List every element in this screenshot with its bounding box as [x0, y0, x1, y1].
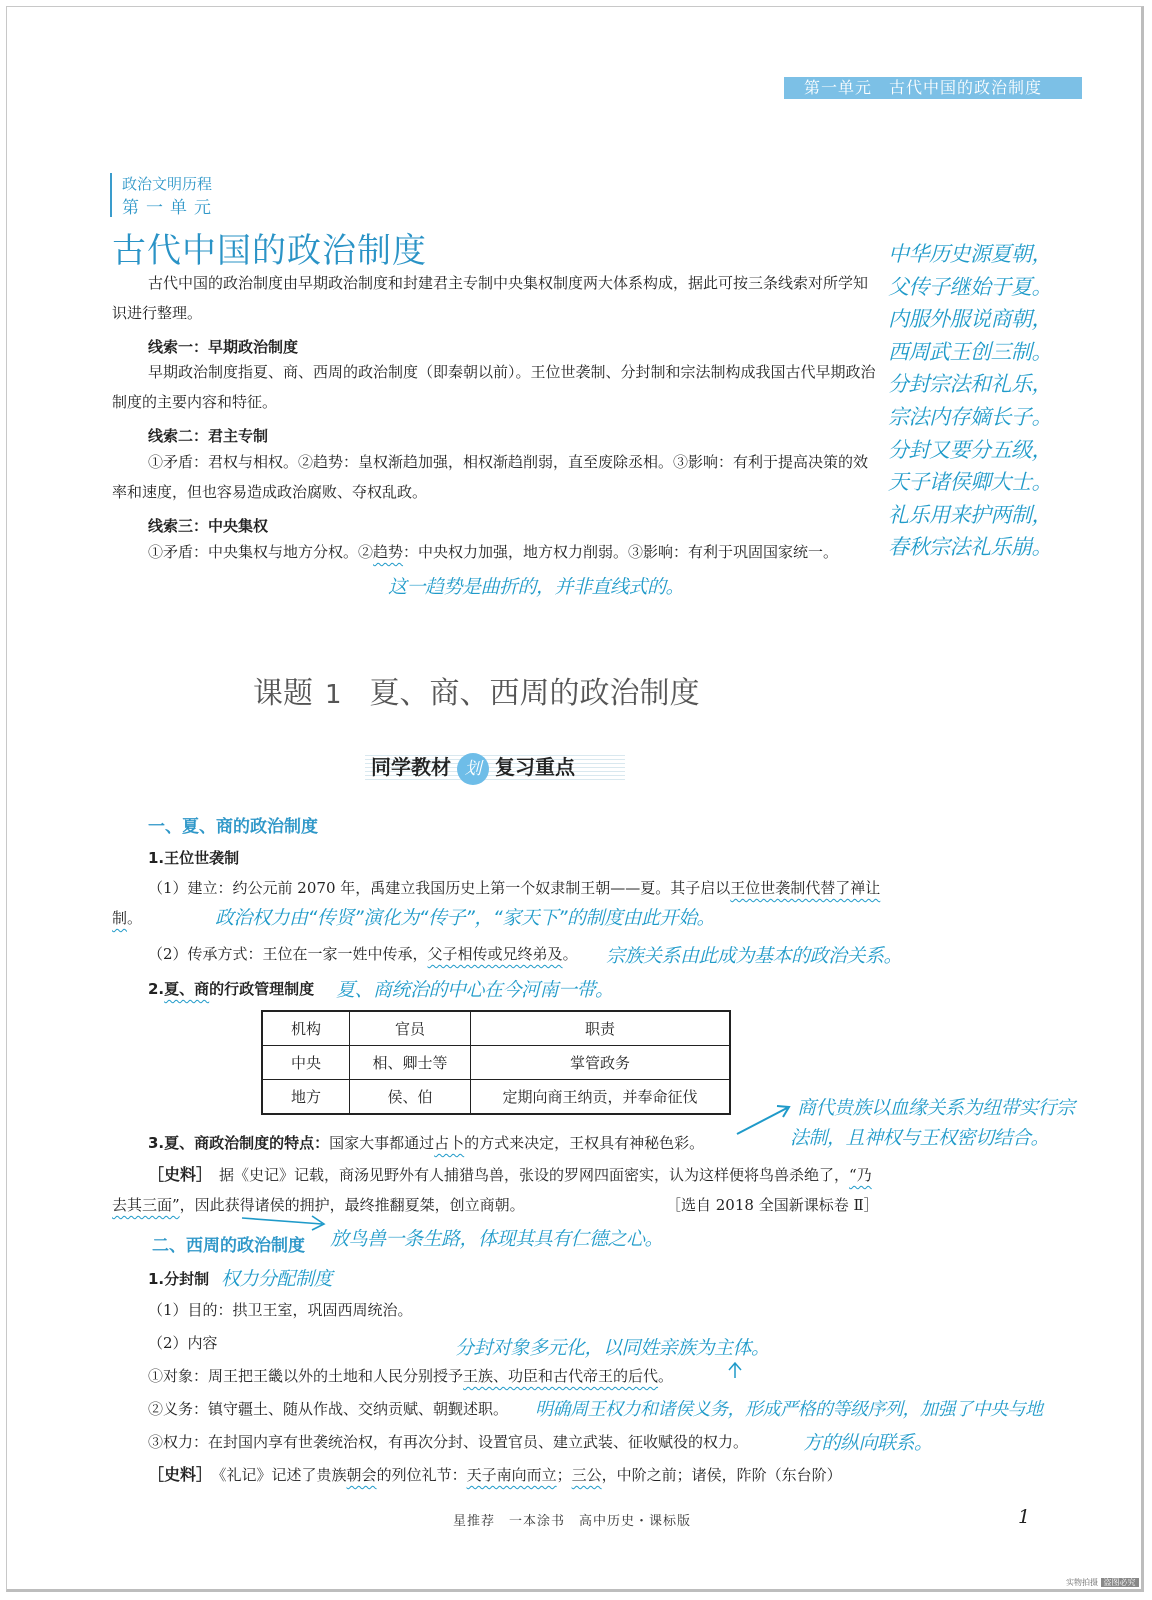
source2-text-b: 的列位礼节： — [376, 1466, 467, 1484]
source2-highlight-2: 天子南向而立 — [466, 1466, 557, 1484]
poem-line: 春秋宗法礼乐崩。 — [888, 535, 1052, 560]
table-cell: 地方 — [262, 1080, 350, 1115]
clue2-title: 线索二：君主专制 — [148, 427, 269, 445]
handwritten-arrow-icon — [240, 1212, 330, 1232]
poem-line: 西周武王创三制。 — [888, 339, 1052, 364]
poem-line: 分封又要分五级， — [888, 437, 1052, 462]
page-title: 古代中国的政治制度 — [112, 231, 427, 271]
admin-table — [261, 1010, 731, 1115]
item1-title: 1.王位世袭制 — [148, 849, 240, 867]
source2-text-c: ； — [556, 1466, 572, 1484]
source2-highlight-3: 三公 — [571, 1466, 602, 1484]
handwritten-note-trend: 这一趋势是曲折的，并非直线式的。 — [388, 576, 685, 598]
table-cell: 掌管政务 — [471, 1046, 731, 1080]
source1-label: ［史料］ — [148, 1165, 205, 1184]
handwritten-note-shang-1: 商代贵族以血缘关系为纽带实行宗 — [797, 1097, 1075, 1119]
handwritten-margin-poem — [888, 238, 1052, 564]
item1-p1-b: 。 — [127, 909, 143, 927]
table-header: 官员 — [350, 1011, 471, 1046]
handwritten-caret-icon — [725, 1360, 745, 1380]
handwritten-arrow-icon — [735, 1098, 795, 1138]
source2-label: ［史料］ — [148, 1465, 205, 1484]
item2-title-a: 2. — [148, 980, 165, 998]
intro-paragraph: 古代中国的政治制度由早期政治制度和封建君主专制中央集权制度两大体系构成，据此可按三条线索对所学知识进行整理。 — [112, 274, 869, 322]
table-row — [262, 1080, 730, 1115]
poem-line: 中华历史源夏朝， — [888, 242, 1052, 266]
lesson-name: 夏、商、西周的政治制度 — [369, 676, 700, 711]
handwritten-note-mercy: 放鸟兽一条生路，体现其具有仁德之心。 — [330, 1228, 664, 1250]
s2-obj-highlight: 王族、功臣和古代帝王的后代 — [463, 1367, 659, 1385]
handwritten-note-power: 政治权力由“传贤”演化为“传子”，“家天下”的制度由此开始。 — [215, 907, 716, 929]
source2-highlight-1: 朝会 — [346, 1466, 377, 1484]
section1-heading: 一、夏、商的政治制度 — [148, 817, 318, 837]
table-header: 机构 — [262, 1011, 350, 1046]
table-header: 职责 — [471, 1011, 731, 1046]
source1-ref: ［选自 2018 全国新课标卷 Ⅱ］ — [666, 1196, 879, 1214]
poem-line: 礼乐用来护两制， — [888, 502, 1052, 527]
s2-objects — [148, 1361, 673, 1391]
highlight-badge-icon: 划 — [457, 753, 489, 785]
source1-text-b: ，因此获得诸侯的拥护，最终推翻夏桀，创立商朝。 — [179, 1196, 525, 1214]
unit-banner: 第一单元 古代中国的政治制度 — [784, 77, 1082, 99]
table-cell: 定期向商王纳贡，并奉命征伐 — [471, 1080, 731, 1115]
lesson-prefix: 课题 — [253, 676, 313, 711]
item2-title-highlight: 夏、商 — [164, 980, 210, 998]
handwritten-note-duty-1: 明确周王权力和诸侯义务，形成严格的等级序列，加强了中央与地 — [535, 1399, 1043, 1420]
poem-line: 内服外服说商朝， — [888, 307, 1052, 332]
unit-label: 第一单元 — [122, 198, 218, 218]
s2-purpose: （1）目的：拱卫王室，巩固西周统治。 — [148, 1301, 413, 1319]
item1-succession — [148, 939, 578, 969]
poem-line: 父传子继始于夏。 — [888, 274, 1052, 299]
source1-text-a: 据《史记》记载，商汤见野外有人捕猎鸟兽，张设的罗网四面密实，认为这样便将鸟兽杀绝了， — [219, 1166, 850, 1184]
table-cell: 侯、伯 — [350, 1080, 471, 1115]
source2 — [148, 1460, 842, 1490]
clue3-text-b: ：中央权力加强，地方权力削弱。③影响：有利于巩固国家统一。 — [403, 543, 839, 561]
item3-title: 3.夏、商政治制度的特点： — [148, 1134, 330, 1152]
s2-obj-a: ①对象：周王把王畿以外的土地和人民分别授予 — [148, 1367, 464, 1385]
review-band — [371, 752, 575, 785]
item2-title — [148, 978, 314, 999]
source1-highlight: “乃去其三面” — [112, 1166, 872, 1214]
handwritten-note-center: 夏、商统治的中心在今河南一带。 — [336, 979, 614, 1001]
clue2-text: ①矛盾：君权与相权。②趋势：皇权渐趋加强，相权渐趋削弱，直至废除丞相。③影响：有利于提高决策的效率和速度，但也容易造成政治腐败、夺权乱政。 — [112, 453, 869, 501]
table-cell: 中央 — [262, 1046, 350, 1080]
handwritten-note-clan: 宗族关系由此成为基本的政治关系。 — [606, 945, 903, 967]
item1-p1-a: （1）建立：约公元前 2070 年，禹建立我国历史上第一个奴隶制王朝——夏。其子启以 — [148, 879, 731, 897]
clue3-text — [112, 537, 882, 567]
clue3-title: 线索三：中央集权 — [148, 517, 269, 535]
item2-title-b: 的行政管理制度 — [209, 980, 315, 998]
item1-p2-b: 。 — [562, 945, 578, 963]
s2-duty: ②义务：镇守疆土、随从作战、交纳贡赋、朝觐述职。 — [148, 1400, 509, 1418]
series-label: 政治文明历程 — [122, 175, 213, 193]
handwritten-note-objects: 分封对象多元化，以同姓亲族为主体。 — [455, 1337, 770, 1359]
stamp-a: 实物拍摄 — [1066, 1578, 1098, 1587]
footer-text: 星推荐 一本涂书 高中历史・课标版 — [453, 1514, 692, 1529]
handwritten-note-shang-2: 法制，且神权与王权密切结合。 — [790, 1127, 1050, 1149]
item3-highlight: 占卜 — [434, 1134, 465, 1152]
section2-heading: 二、西周的政治制度 — [152, 1236, 305, 1256]
poem-line: 天子诸侯卿大士。 — [888, 470, 1052, 495]
review-band-left: 同学教材 — [371, 755, 451, 779]
review-band-right: 复习重点 — [495, 755, 575, 779]
item3-features — [148, 1128, 704, 1158]
s2-item1-title: 1.分封制 — [148, 1270, 210, 1288]
clue1-text: 早期政治制度指夏、商、西周的政治制度（即秦朝以前）。王位世袭制、分封制和宗法制构成我国古代早期政治制度的主要内容和特征。 — [112, 363, 876, 411]
item1-p1-highlight: 王位世袭制代替了禅让制 — [112, 879, 881, 927]
s2-content-label: （2）内容 — [148, 1334, 218, 1352]
table-header-row — [262, 1011, 730, 1046]
poem-line: 宗法内存嫡长子。 — [888, 404, 1052, 429]
source2-text-a: 《礼记》记述了贵族 — [219, 1466, 347, 1484]
clue3-text-a: ①矛盾：中央集权与地方分权。② — [148, 543, 374, 561]
clue1-title: 线索一：早期政治制度 — [148, 338, 299, 356]
side-accent-bar — [110, 173, 112, 217]
stamp-b: 盗图必究 — [1101, 1578, 1139, 1587]
table-cell: 相、卿士等 — [350, 1046, 471, 1080]
item3-text-a: 国家大事都通过 — [329, 1134, 435, 1152]
clue3-trend-highlight: 趋势 — [373, 543, 404, 561]
item1-p2-highlight: 父子相传或兄终弟及 — [427, 945, 563, 963]
source2-text-d: ，中阶之前；诸侯，阼阶（东台阶） — [601, 1466, 842, 1484]
lesson-number: 1 — [325, 680, 342, 710]
handwritten-note-alloc: 权力分配制度 — [221, 1268, 333, 1290]
page-number: 1 — [1018, 1506, 1031, 1528]
table-row — [262, 1046, 730, 1080]
poem-line: 分封宗法和礼乐， — [888, 372, 1052, 397]
item3-text-b: 的方式来决定，王权具有神秘色彩。 — [464, 1134, 705, 1152]
lesson-title — [253, 668, 700, 712]
s2-rights: ③权力：在封国内享有世袭统治权，有再次分封、设置官员、建立武装、征收赋役的权力。 — [148, 1433, 749, 1451]
watermark-stamp — [1066, 1577, 1139, 1588]
handwritten-note-duty-2: 方的纵向联系。 — [803, 1432, 933, 1454]
s2-obj-b: 。 — [658, 1367, 674, 1385]
item1-p2-a: （2）传承方式：王位在一家一姓中传承， — [148, 945, 428, 963]
